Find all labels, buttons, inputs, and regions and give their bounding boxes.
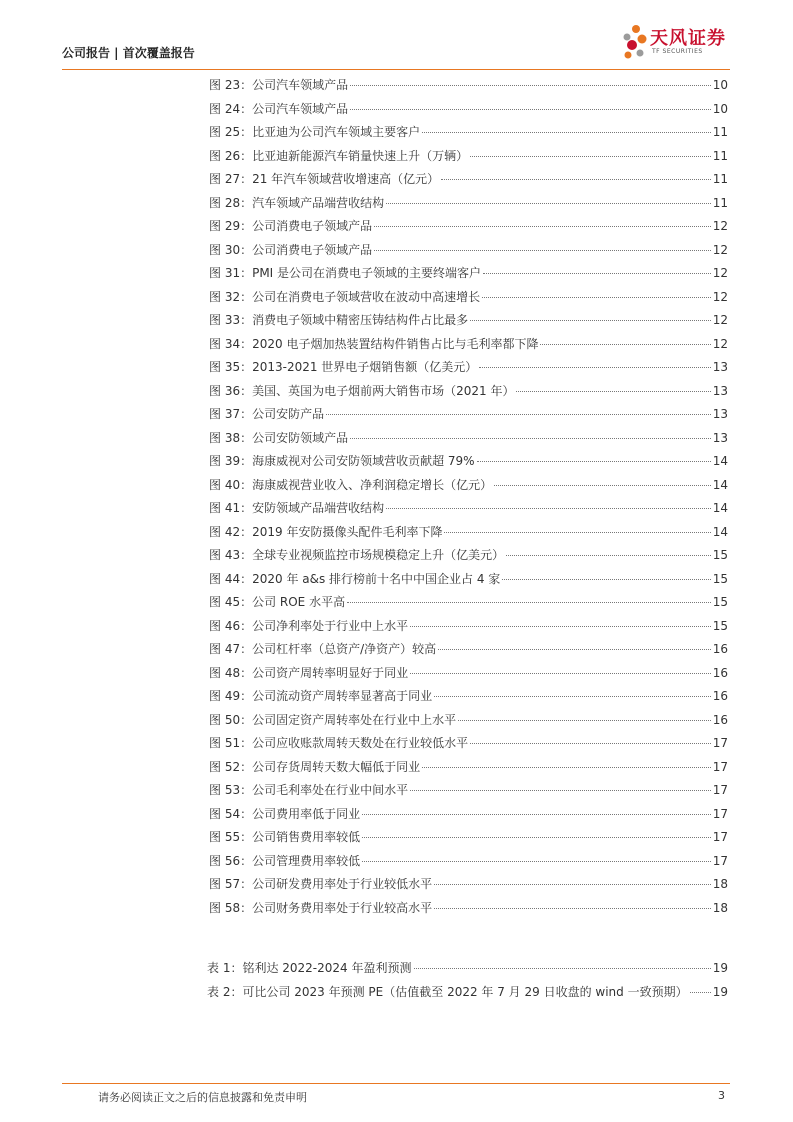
toc-figure-entry[interactable] — [209, 382, 728, 406]
toc-figure-entry[interactable] — [209, 405, 728, 429]
toc-figure-entry-page: 18 — [712, 900, 728, 915]
toc-figure-entry[interactable] — [209, 311, 728, 335]
toc-figure-entry[interactable] — [209, 335, 728, 359]
toc-table-entry[interactable] — [207, 983, 728, 1007]
dot-leader — [422, 767, 711, 768]
toc-figure-entry[interactable] — [209, 194, 728, 218]
dot-leader — [374, 226, 711, 227]
toc-figure-entry[interactable] — [209, 899, 728, 923]
dot-leader — [458, 720, 711, 721]
toc-figure-entry-page: 17 — [712, 736, 728, 750]
figure-list — [209, 76, 728, 922]
toc-table-entry-label: 表 2：可比公司 2023 年预测 PE（估值截至 2022 年 7 月 29 日收盘的 wind 一致预期） — [207, 984, 688, 999]
header-divider — [62, 69, 730, 70]
toc-figure-entry-page: 17 — [712, 853, 728, 868]
toc-figure-entry[interactable] — [209, 758, 728, 782]
dot-leader — [434, 696, 711, 697]
dot-leader — [362, 837, 711, 838]
toc-figure-entry[interactable] — [209, 499, 728, 523]
toc-figure-entry[interactable] — [209, 76, 728, 100]
toc-figure-entry-label: 图 38：公司安防领域产品 — [209, 430, 349, 445]
toc-figure-entry-label: 图 39：海康威视对公司安防领域营收贡献超 79% — [209, 454, 475, 468]
toc-figure-entry[interactable] — [209, 241, 728, 265]
toc-figure-entry-label: 图 35：2013-2021 世界电子烟销售额（亿美元） — [209, 360, 478, 374]
toc-figure-entry-page: 17 — [712, 783, 728, 797]
toc-figure-entry[interactable] — [209, 805, 728, 829]
toc-figure-entry-page: 12 — [712, 266, 728, 280]
toc-figure-entry-page: 11 — [712, 125, 728, 139]
dot-leader — [434, 884, 711, 885]
toc-figure-entry-page: 13 — [712, 383, 728, 398]
toc-figure-entry-page: 15 — [712, 595, 728, 609]
toc-figure-entry-label: 图 33：消费电子领域中精密压铸结构件占比最多 — [209, 313, 469, 327]
toc-figure-entry[interactable] — [209, 476, 728, 500]
toc-figure-entry-label: 图 53：公司毛利率处在行业中间水平 — [209, 783, 409, 797]
toc-figure-entry[interactable] — [209, 217, 728, 241]
dot-leader — [502, 579, 710, 580]
toc-figure-entry[interactable] — [209, 264, 728, 288]
company-logo — [620, 22, 735, 66]
toc-figure-entry-label: 图 56：公司管理费用率较低 — [209, 853, 361, 868]
toc-figure-entry[interactable] — [209, 687, 728, 711]
toc-figure-entry-label: 图 31：PMI 是公司在消费电子领域的主要终端客户 — [209, 266, 482, 280]
dot-leader — [479, 367, 710, 368]
dot-leader — [483, 273, 711, 274]
toc-figure-entry-label: 图 54：公司费用率低于同业 — [209, 806, 361, 821]
dot-leader — [516, 391, 710, 392]
toc-figure-entry-label: 图 50：公司固定资产周转率处在行业中上水平 — [209, 712, 457, 727]
toc-figure-entry-label: 图 36：美国、英国为电子烟前两大销售市场（2021 年） — [209, 383, 515, 398]
toc-figure-entry[interactable] — [209, 452, 728, 476]
toc-figure-entry-page: 16 — [712, 642, 728, 656]
toc-figure-entry-label: 图 52：公司存货周转天数大幅低于同业 — [209, 759, 421, 774]
toc-figure-entry-page: 15 — [712, 618, 728, 633]
toc-figure-entry-label: 图 48：公司资产周转率明显好于同业 — [209, 665, 409, 680]
toc-figure-entry-label: 图 58：公司财务费用率处于行业较高水平 — [209, 900, 433, 915]
toc-figure-entry[interactable] — [209, 711, 728, 735]
toc-figure-entry-page: 17 — [712, 806, 728, 821]
toc-figure-entry-page: 17 — [712, 759, 728, 774]
toc-figure-entry-page: 14 — [712, 524, 728, 539]
toc-table-entry[interactable] — [207, 959, 728, 983]
toc-figure-entry-page: 11 — [712, 148, 728, 163]
toc-figure-entry-page: 16 — [712, 689, 728, 703]
dot-leader — [470, 156, 711, 157]
toc-figure-entry-page: 16 — [712, 712, 728, 727]
toc-figure-entry-page: 12 — [712, 242, 728, 257]
toc-figure-entry[interactable] — [209, 358, 728, 382]
toc-figure-entry-page: 10 — [712, 101, 728, 116]
dot-leader — [690, 992, 711, 993]
toc-figure-entry[interactable] — [209, 852, 728, 876]
toc-figure-entry-page: 12 — [712, 289, 728, 304]
dot-leader — [326, 414, 711, 415]
toc-figure-entry-label: 图 44：2020 年 a&s 排行榜前十名中中国企业占 4 家 — [209, 571, 501, 586]
toc-figure-entry-page: 15 — [712, 571, 728, 586]
dot-leader — [362, 814, 711, 815]
dot-leader — [434, 908, 711, 909]
toc-figure-entry-label: 图 29：公司消费电子领域产品 — [209, 219, 373, 233]
dot-leader — [350, 438, 711, 439]
dot-leader — [414, 968, 711, 969]
toc-figure-entry-page: 15 — [712, 548, 728, 562]
toc-figure-entry-label: 图 51：公司应收账款周转天数处在行业较低水平 — [209, 736, 469, 750]
footer-disclaimer: 请务必阅读正文之后的信息披露和免责申明 — [98, 1091, 307, 1104]
dot-leader — [470, 743, 711, 744]
toc-figure-entry[interactable] — [209, 593, 728, 617]
toc-figure-entry[interactable] — [209, 570, 728, 594]
toc-figure-entry[interactable] — [209, 828, 728, 852]
dot-leader — [540, 344, 710, 345]
toc-figure-entry-page: 14 — [712, 501, 728, 515]
toc-figure-entry-label: 图 55：公司销售费用率较低 — [209, 830, 361, 844]
toc-figure-entry-label: 图 37：公司安防产品 — [209, 407, 325, 421]
toc-figure-entry[interactable] — [209, 617, 728, 641]
toc-figure-entry-page: 13 — [712, 430, 728, 445]
toc-figure-entry-label: 图 26：比亚迪新能源汽车销量快速上升（万辆） — [209, 148, 469, 163]
dot-leader — [494, 485, 711, 486]
toc-figure-entry-page: 18 — [712, 877, 728, 891]
dot-leader — [362, 861, 711, 862]
toc-table-entry-page: 19 — [712, 984, 728, 999]
toc-figure-entry-label: 图 57：公司研发费用率处于行业较低水平 — [209, 877, 433, 891]
toc-figure-entry-page: 11 — [712, 195, 728, 210]
dot-leader — [438, 649, 711, 650]
toc-figure-entry-label: 图 34：2020 电子烟加热装置结构件销售占比与毛利率都下降 — [209, 336, 539, 351]
report-header-title: 公司报告 | 首次覆盖报告 — [62, 46, 195, 60]
toc-figure-entry[interactable] — [209, 123, 728, 147]
dot-leader — [482, 297, 711, 298]
dot-leader — [422, 132, 711, 133]
dot-leader — [410, 626, 711, 627]
toc-figure-entry-page: 17 — [712, 830, 728, 844]
toc-figure-entry[interactable] — [209, 734, 728, 758]
toc-figure-entry-label: 图 42：2019 年安防摄像头配件毛利率下降 — [209, 524, 443, 539]
toc-figure-entry[interactable] — [209, 875, 728, 899]
dot-leader — [506, 555, 711, 556]
dot-leader — [410, 790, 711, 791]
toc-figure-entry-label: 图 28：汽车领域产品端营收结构 — [209, 195, 385, 210]
toc-figure-entry-label: 图 23：公司汽车领域产品 — [209, 78, 349, 92]
toc-table-entry-label: 表 1：铭利达 2022-2024 年盈利预测 — [207, 961, 412, 975]
toc-figure-entry-label: 图 47：公司杠杆率（总资产/净资产）较高 — [209, 642, 437, 656]
dot-leader — [441, 179, 711, 180]
toc-figure-entry-label: 图 32：公司在消费电子领域营收在波动中高速增长 — [209, 289, 481, 304]
dot-leader — [470, 320, 711, 321]
toc-figure-entry[interactable] — [209, 523, 728, 547]
toc-figure-entry-page: 10 — [712, 78, 728, 92]
toc-figure-entry[interactable] — [209, 170, 728, 194]
dot-leader — [350, 109, 711, 110]
toc-figure-entry[interactable] — [209, 100, 728, 124]
dot-leader — [386, 508, 711, 509]
dot-leader — [410, 673, 711, 674]
toc-figure-entry-label: 图 27：21 年汽车领域营收增速高（亿元） — [209, 172, 440, 186]
logo-flower-icon — [620, 22, 650, 66]
dot-leader — [477, 461, 711, 462]
dot-leader — [347, 602, 711, 603]
toc-figure-entry[interactable] — [209, 429, 728, 453]
toc-figure-entry-label: 图 45：公司 ROE 水平高 — [209, 595, 346, 609]
toc-figure-entry[interactable] — [209, 288, 728, 312]
toc-figure-entry-page: 12 — [712, 313, 728, 327]
toc-figure-entry-label: 图 46：公司净利率处于行业中上水平 — [209, 618, 409, 633]
toc-figure-entry-page: 16 — [712, 665, 728, 680]
toc-figure-entry-page: 11 — [712, 172, 728, 186]
toc-table-entry-page: 19 — [712, 961, 728, 975]
logo-name-en: TF SECURITIES — [652, 48, 703, 55]
toc-figure-entry-label: 图 40：海康威视营业收入、净利润稳定增长（亿元） — [209, 477, 493, 492]
toc-figure-entry[interactable] — [209, 781, 728, 805]
toc-figure-entry[interactable] — [209, 664, 728, 688]
toc-figure-entry[interactable] — [209, 640, 728, 664]
toc-figure-entry-page: 13 — [712, 360, 728, 374]
footer-divider — [62, 1083, 730, 1084]
toc-figure-entry-page: 12 — [712, 336, 728, 351]
toc-figure-entry[interactable] — [209, 147, 728, 171]
toc-figure-entry[interactable] — [209, 546, 728, 570]
dot-leader — [386, 203, 711, 204]
table-list — [207, 959, 728, 1006]
toc-figure-entry-page: 13 — [712, 407, 728, 421]
dot-leader — [444, 532, 710, 533]
toc-figure-entry-label: 图 49：公司流动资产周转率显著高于同业 — [209, 689, 433, 703]
toc-figure-entry-page: 14 — [712, 477, 728, 492]
toc-figure-entry-label: 图 25：比亚迪为公司汽车领域主要客户 — [209, 125, 421, 139]
toc-figure-entry-page: 12 — [712, 219, 728, 233]
logo-name-cn: 天风证券 — [650, 28, 726, 49]
toc-figure-entry-label: 图 24：公司汽车领域产品 — [209, 101, 349, 116]
toc-figure-entry-label: 图 30：公司消费电子领域产品 — [209, 242, 373, 257]
page-number: 3 — [718, 1089, 725, 1102]
dot-leader — [374, 250, 711, 251]
toc-figure-entry-page: 14 — [712, 454, 728, 468]
toc-figure-entry-label: 图 41：安防领域产品端营收结构 — [209, 501, 385, 515]
dot-leader — [350, 85, 711, 86]
toc-figure-entry-label: 图 43：全球专业视频监控市场规模稳定上升（亿美元） — [209, 548, 505, 562]
